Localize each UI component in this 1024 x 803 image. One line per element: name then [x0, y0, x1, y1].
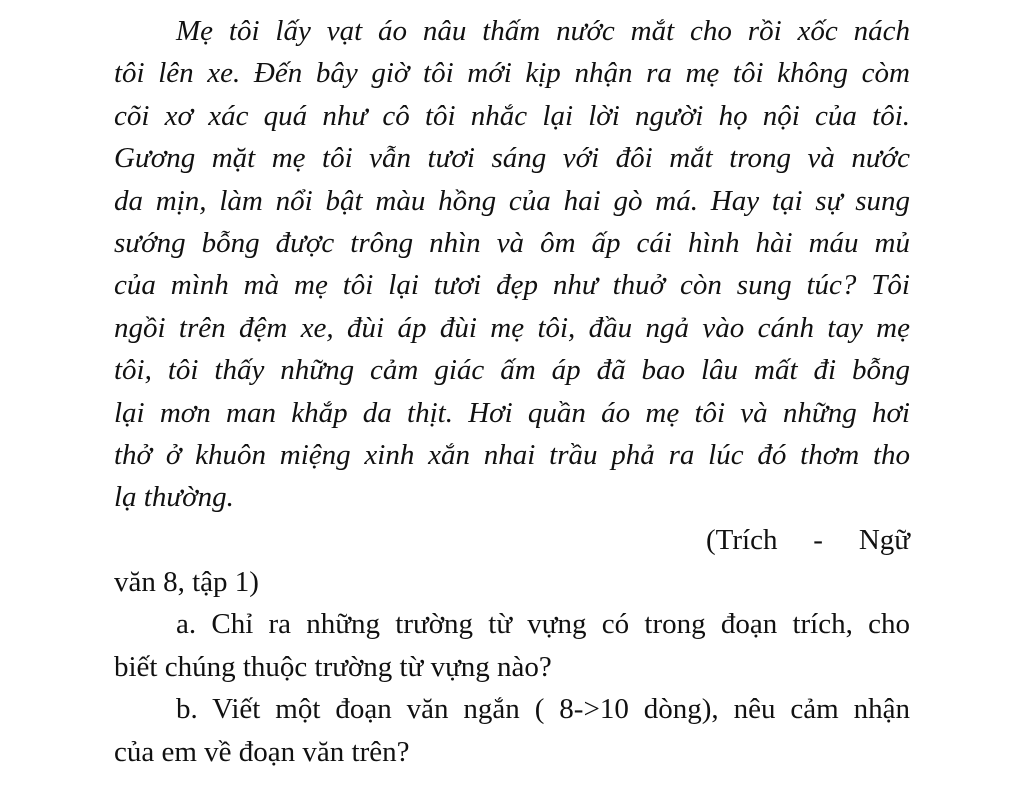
source-citation-line: (Trích - Ngữ	[706, 523, 910, 556]
excerpt-line: ngồi trên đệm xe, đùi áp đùi mẹ tôi, đầu ngả vào cánh tay mẹ	[114, 311, 910, 344]
question-a	[114, 603, 910, 688]
question-b	[114, 688, 910, 773]
excerpt-paragraph	[114, 10, 910, 519]
excerpt-line: tôi lên xe. Đến bây giờ tôi mới kịp nhận ra mẹ tôi không còm	[114, 57, 910, 90]
excerpt-line: tôi, tôi thấy những cảm giác ấm áp đã bao lâu mất đi bỗng	[114, 354, 910, 387]
excerpt-line: Mẹ tôi lấy vạt áo nâu thấm nước mắt cho rồi xốc nách	[176, 15, 910, 47]
question-b-line: b. Viết một đoạn văn ngắn ( 8->10 dòng), nêu cảm nhận	[176, 693, 910, 726]
source-citation-line: văn 8, tập 1)	[114, 566, 259, 599]
question-b-line: của em về đoạn văn trên?	[114, 735, 410, 768]
question-a-line: a. Chỉ ra những trường từ vựng có trong đoạn trích, cho	[176, 608, 910, 641]
question-a-line: biết chúng thuộc trường từ vựng nào?	[114, 650, 552, 683]
source-citation	[114, 519, 910, 604]
excerpt-line: thở ở khuôn miệng xinh xắn nhai trầu phả ra lúc đó thơm tho	[114, 438, 910, 471]
excerpt-line: cõi xơ xác quá như cô tôi nhắc lại lời người họ nội của tôi.	[114, 99, 910, 132]
excerpt-line: lại mơn man khắp da thịt. Hơi quần áo mẹ tôi và những hơi	[114, 396, 910, 429]
excerpt-line: da mịn, làm nổi bật màu hồng của hai gò má. Hay tại sự sung	[114, 184, 910, 217]
excerpt-line: Gương mặt mẹ tôi vẫn tươi sáng với đôi mắt trong và nước	[114, 142, 910, 175]
document-page	[114, 10, 910, 773]
excerpt-line: của mình mà mẹ tôi lại tươi đẹp như thuở còn sung túc? Tôi	[114, 269, 910, 302]
excerpt-line: lạ thường.	[114, 481, 234, 514]
excerpt-line: sướng bỗng được trông nhìn và ôm ấp cái hình hài máu mủ	[114, 226, 910, 259]
